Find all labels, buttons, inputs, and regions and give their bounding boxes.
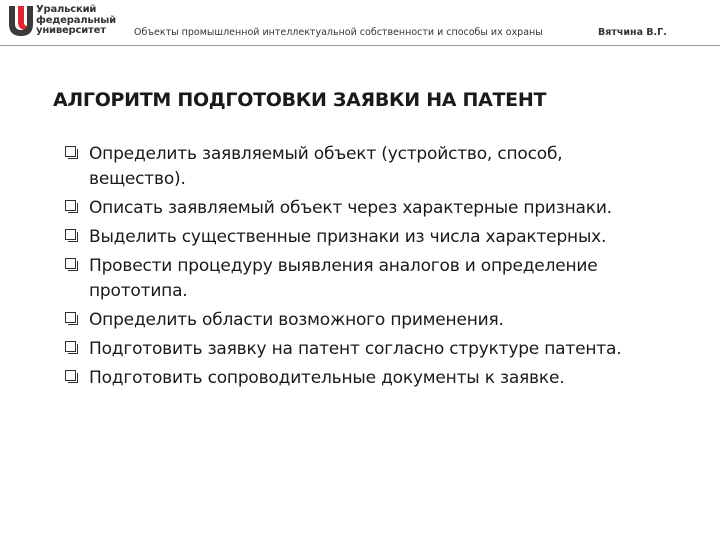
header-divider xyxy=(0,45,720,46)
list-item xyxy=(63,225,663,250)
list-item-text: Подготовить заявку на патент согласно структуре патента. xyxy=(89,339,622,359)
hollow-square-bullet-icon xyxy=(65,312,76,323)
list-item-text: Описать заявляемый объект через характерные признаки. xyxy=(89,198,612,218)
list-item xyxy=(63,142,663,192)
logo-line-1: Уральский xyxy=(36,4,97,15)
hollow-square-bullet-icon xyxy=(65,341,76,352)
university-logo xyxy=(6,4,126,42)
list-item-text: Определить области возможного применения. xyxy=(89,310,504,330)
list-item xyxy=(63,337,663,362)
list-item xyxy=(63,366,663,391)
list-item-text: Провести процедуру выявления аналогов и определение прототипа. xyxy=(89,256,598,301)
list-item-text: Выделить существенные признаки из числа характерных. xyxy=(89,227,607,247)
course-subject: Объекты промышленной интеллектуальной собственности и способы их охраны xyxy=(134,27,543,38)
author-name: Вятчина В.Г. xyxy=(598,27,667,38)
logo-text xyxy=(36,5,116,37)
hollow-square-bullet-icon xyxy=(65,229,76,240)
list-item xyxy=(63,308,663,333)
list-item xyxy=(63,254,663,304)
logo-line-2: федеральный xyxy=(36,14,116,26)
logo-line-3: университет xyxy=(36,25,106,36)
slide-title: АЛГОРИТМ ПОДГОТОВКИ ЗАЯВКИ НА ПАТЕНТ xyxy=(53,89,547,111)
hollow-square-bullet-icon xyxy=(65,258,76,269)
list-item-text: Определить заявляемый объект (устройство, способ, вещество). xyxy=(89,144,563,189)
algorithm-steps-list xyxy=(63,142,663,395)
urfu-logo-icon xyxy=(6,4,36,38)
list-item-text: Подготовить сопроводительные документы к заявке. xyxy=(89,368,565,388)
slide-header xyxy=(0,0,720,46)
hollow-square-bullet-icon xyxy=(65,146,76,157)
list-item xyxy=(63,196,663,221)
hollow-square-bullet-icon xyxy=(65,200,76,211)
hollow-square-bullet-icon xyxy=(65,370,76,381)
